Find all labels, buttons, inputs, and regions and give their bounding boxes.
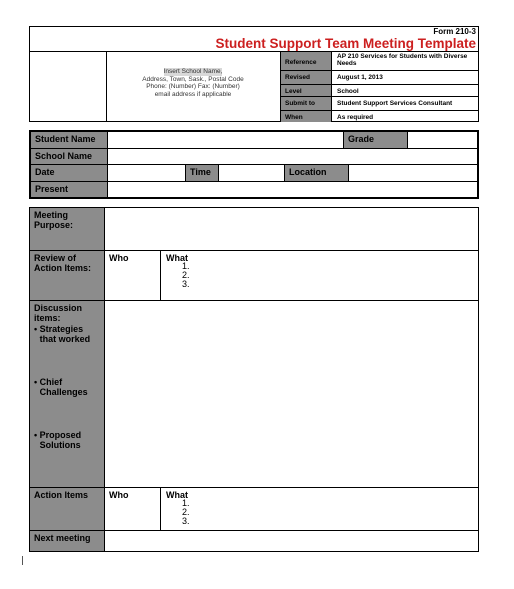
present-label: Present (31, 182, 107, 197)
review-numbered-list (182, 262, 222, 289)
text-cursor (22, 556, 23, 565)
bullet-challenges-text: Chief Challenges (39, 377, 88, 397)
location-field[interactable] (349, 165, 477, 181)
location-label: Location (285, 165, 348, 181)
review-field[interactable] (230, 260, 477, 298)
list-number: 1. (182, 498, 190, 508)
discussion-items-label: Discussion items: (34, 303, 83, 323)
bullet-strategies-text: Strategies that worked (39, 324, 91, 344)
list-number: 2. (182, 270, 190, 280)
list-number: 3. (182, 279, 190, 289)
bullet-solutions: • Proposed Solutions (30, 428, 102, 450)
meta-row-line (280, 96, 479, 97)
time-label: Time (186, 165, 218, 181)
school-info (108, 68, 278, 98)
school-email-placeholder: email address if applicable (154, 90, 232, 98)
list-number: 1. (182, 261, 190, 271)
col-line (107, 132, 108, 197)
form-title: Student Support Team Meeting Template (215, 36, 476, 51)
review-who-header: Who (109, 253, 129, 263)
next-meeting-field[interactable] (105, 531, 478, 551)
school-name-placeholder: Insert School Name, (163, 68, 223, 75)
meta-row-line (280, 84, 479, 85)
grade-field[interactable] (408, 132, 477, 148)
col-line (160, 488, 161, 530)
meta-row-line (280, 110, 479, 111)
meta-level-label: Level (285, 88, 302, 95)
school-box-divider (106, 51, 107, 122)
bullet-strategies: • Strategies that worked (30, 322, 102, 344)
meta-level-value: School (337, 88, 359, 95)
col-line (348, 165, 349, 181)
student-name-label: Student Name (31, 132, 107, 148)
action-who-header: Who (109, 490, 129, 500)
meta-when-value: As required (337, 114, 374, 121)
meeting-purpose-label: Meeting Purpose: (34, 210, 74, 230)
col-line (284, 165, 285, 181)
discussion-field[interactable] (105, 301, 478, 487)
bullet-solutions-text: Proposed Solutions (39, 430, 82, 450)
meta-revised-label: Revised (285, 74, 310, 81)
time-field[interactable] (219, 165, 285, 181)
grade-label: Grade (344, 132, 407, 148)
bullet-challenges: • Chief Challenges (30, 375, 102, 397)
school-phone-placeholder: Phone: (Number) Fax: (Number) (146, 83, 240, 90)
school-address-placeholder: Address, Town, Sask., Postal Code (142, 75, 244, 83)
meta-row-line (280, 70, 479, 71)
review-what-header: What (166, 253, 188, 263)
action-what-header: What (166, 490, 188, 500)
meta-reference-value: AP 210 Services for Students with Diverse Needs (337, 53, 468, 67)
action-items-field[interactable] (230, 498, 477, 528)
form-number: Form 210-3 (433, 27, 476, 36)
col-line (343, 132, 344, 148)
col-line (185, 165, 186, 181)
action-numbered-list (182, 499, 222, 526)
date-label: Date (31, 165, 107, 181)
student-name-field[interactable] (108, 132, 344, 148)
meta-submit-label: Submit to (285, 100, 315, 107)
meeting-purpose-field[interactable] (105, 208, 478, 250)
col-line (160, 251, 161, 300)
present-field[interactable] (108, 182, 477, 197)
action-items-label: Action Items (34, 490, 89, 500)
list-number: 3. (182, 516, 190, 526)
school-name-label: School Name (31, 149, 107, 164)
meta-when-label: When (285, 114, 303, 121)
meta-reference-label: Reference (285, 59, 317, 66)
next-meeting-label: Next meeting (34, 533, 91, 543)
col-line (407, 132, 408, 148)
list-number: 2. (182, 507, 190, 517)
review-action-items-label: Review of Action Items: (34, 253, 92, 273)
col-line (218, 165, 219, 181)
meta-revised-value: August 1, 2013 (337, 74, 383, 81)
school-name-field[interactable] (108, 149, 477, 164)
date-field[interactable] (108, 165, 185, 181)
meta-submit-value: Student Support Services Consultant (337, 100, 453, 107)
